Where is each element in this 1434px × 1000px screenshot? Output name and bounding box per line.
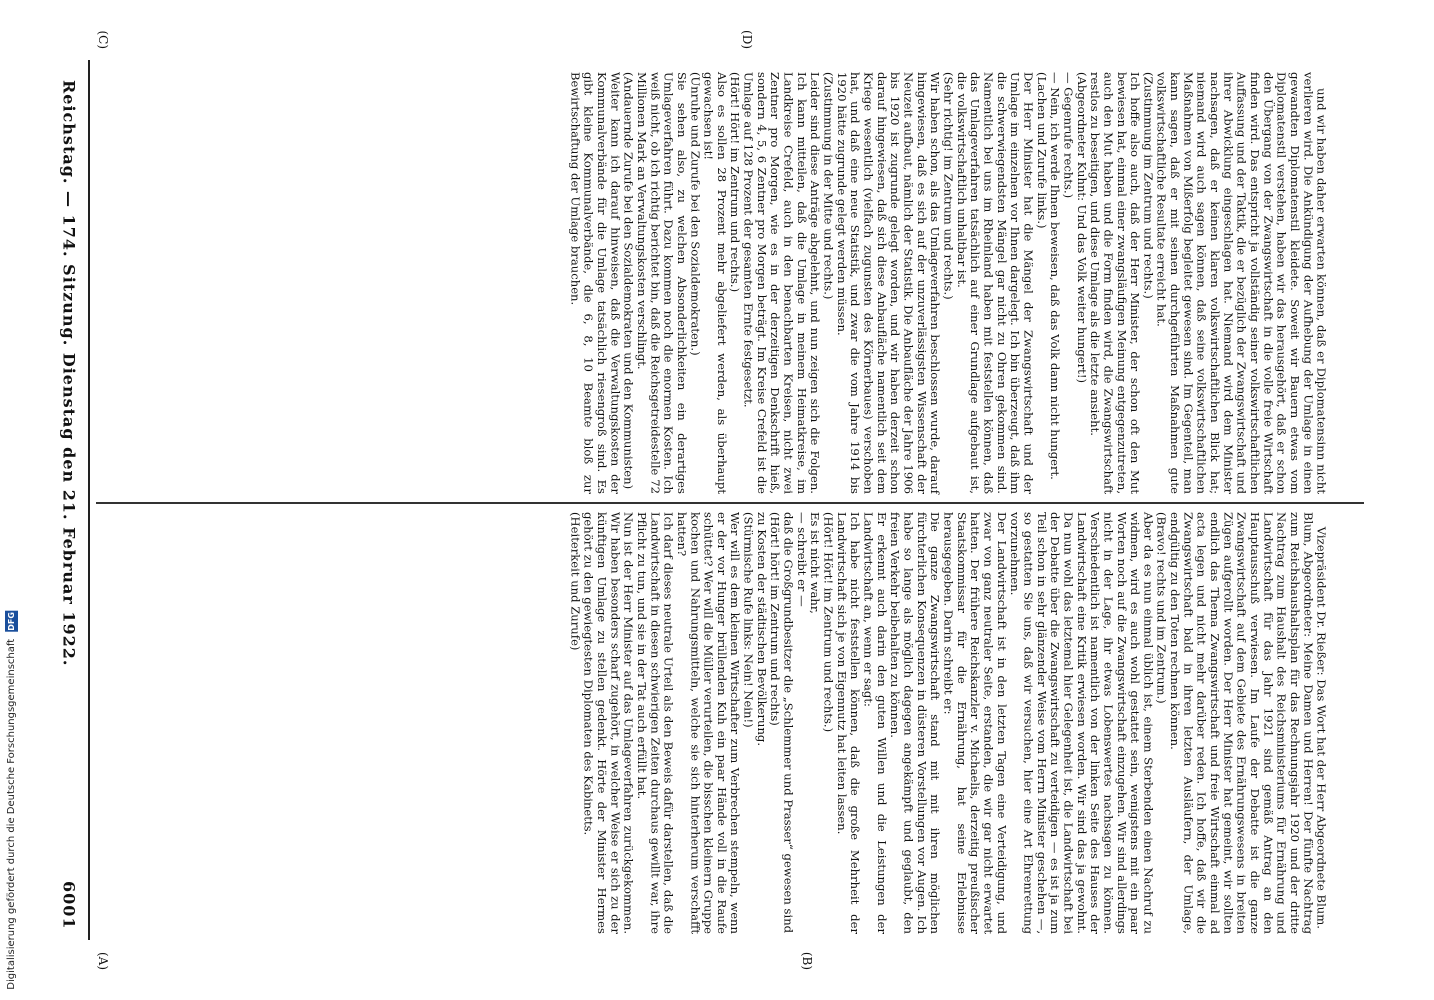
marker-b: (B) <box>800 951 814 970</box>
marker-a: (A) <box>96 951 110 970</box>
marker-c: (C) <box>96 30 110 49</box>
dfg-logo: DFG <box>6 612 16 631</box>
header-rule <box>88 60 90 940</box>
marker-d: (D) <box>740 30 754 49</box>
column-right <box>96 512 1341 934</box>
column-left <box>96 72 1341 494</box>
page-header-title: Reichstag. — 174. Sitzung. Dienstag den 21. Februar 1922. <box>59 80 79 667</box>
column-right-text: Vizepräsident Dr. Rießer: Das Wort hat der Herr Abgeordnete Blum. Blum, Abgeordneter: Meine Damen und Herren! Der fünfte Nachtrag zum Reichshaushaltsplan für das Rechnungsjahr 1920 und der dritte Nachtrag zum Haushalt des Reichsministeriums für Ernährung und Landwirtschaft für das Jahr 1921 sind gemäß Antrag an den Hauptausschuß verwiesen. Im Laufe der Debatte ist die ganze Zwangswirtschaft auf dem Gebiete des Ernährungswesens in breiten Zügen aufgerollt worden. Der Herr Minister hat gemeint, wir sollten endlich das Thema Zwangswirtschaft und freie Wirtschaft einmal ad acta legen und nicht mehr darüber reden. Ich hoffe, daß wir die Zwangswirtschaft bald in ihren letzten Ausläufern, der Umlage, endgültig zu den Toten rechnen können. (Bravo! rechts und im Zentrum.) Aber da es nun einmal üblich ist, einem Sterbenden einen Nachruf zu widmen, wird es auch wohl gestattet sein, wenigstens mit ein paar Worten noch auf die Zwangswirtschaft einzugehen. Wir sind allerdings nicht in der Lage, ihr etwas Lobenswertes nachsagen zu können. Verschiedentlich ist namentlich von der linken Seite des Hauses der Landwirtschaft eine Kritik erwiesen worden. Wir sind das ja gewohnt. Da nun wohl das letztemal hier Gelegenheit ist, die Landwirtschaft bei der Debatte über die Zwangswirtschaft zu verteidigen — es ist ja zum Teil schon in sehr glänzender Weise vom Herrn Minister geschehen —, so gestatten Sie uns, daß wir versuchen, hier eine Art Ehrenrettung vorzunehmen. Der Landwirtschaft ist in den letzten Tagen eine Verteidigung, und zwar von ganz neutraler Seite, erstanden, die wir gar nicht erwartet hatten. Der frühere Reichskanzler v. Michaelis, derzeitig preußischer Staatskommissar für die Ernährung, hat seine Erlebnisse herausgegeben. Darin schreibt er: Die ganze Zwangswirtschaft stand mit mit ihren möglichen fürchterlichen Konsequenzen in düsteren Vorstellungen vor Augen. Ich habe so lange als möglich dagegen angekämpft und geglaubt, den freien Verkehr beibehalten zu können. Er erkennt auch darin den guten Willen und die Leistungen der Landwirtschaft an, wenn er sagt: Ich habe nicht feststellen können, daß die große Mehrheit der Landwirtschaft sich je von Eigennutz hat leiten lassen. (Hört! Hört! im Zentrum und rechts.) Es ist nicht wahr, — schreibt er — daß die Großgrundbesitzer die „Schlemmer und Prasser“ gewesen sind (Hört! hört! im Zentrum und rechts) zu Kosten der städtischen Bevölkerung. (Stürmische Rufe links: Nein! Nein!) Wer will es dem kleinen Wirtschafter zum Verbrechen stempeln, wenn er der vor Hunger brüllenden Kuh ein paar Hände voll in die Raufe schüttet? Wer will die Müller verurteilen, die bisschen kleinern Gruppe kochen und Nahrungsmitteln, welche sie sich hinterherum verschafft hatten? Ich darf dieses neutrale Urteil als den Beweis dafür darstellen, daß die Landwirtschaft in diesen schwierigen Zeiten durchaus gewillt war, ihre Pflicht zu tun, und sie in der Tat auch erfüllt hat. Nun ist der Herr Minister auf das Umlageverfahren zurückgekommen. Wir haben besonders scharf zugehört, in welcher Weise er sich zu der künftigen Umlage zu stellen gedenkt. Hörte der Minister Hermes gehört zu den gewiegtesten Diplomaten des Kabinetts. (Heiterkeit und Zurufe) <box>568 512 1329 934</box>
page-number: 6001 <box>59 881 79 930</box>
column-left-text: und wir haben daher erwarten können, daß er Diplomatensinn nicht verlieren wird. Die Ankündigung der Aufhebung der Umlage in einen gewandten Diplomatenstil kleidete. Soweit wir Bauern etwas vom Diplomatenstil verstehen, haben wir das herausgehört, daß er schon den Übergang von der Zwangswirtschaft in die volle freie Wirtschaft finden wird. Das entspricht ja vollständig seiner volkswirtschaftlichen Auffassung und der Taktik, die er bezüglich der Zwangswirtschaft und ihrer Abwicklung eingeschlagen hat. Niemand wird dem Minister nachsagen, daß er keinen klaren volkswirtschaftlichen Blick hat; niemand wird auch sagen können, daß seine volkswirtschaftlichen Maßnahmen von Mißerfolg begleitet gewesen sind. Im Gegenteil, man kann sagen, daß er mit seinen durchgeführten Maßnahmen gute volkswirtschaftliche Resultate erreicht hat. (Zustimmung im Zentrum und rechts.) Ich hoffe also auch, daß der Herr Minister, der schon oft den Mut bewiesen hat, einmal einer zwangsläufigen Meinung entgegenzutreten, auch den Mut haben und die Form finden wird, die Zwangswirtschaft restlos zu beseitigen, und diese Umlage als die letzte ansieht. (Abgeordneter Kuhnt: Und das Volk weiter hungert!) — Gegenrufe rechts.) — Nein, ich werde Ihnen beweisen, daß das Volk dann nicht hungert. (Lachen und Zurufe links.) Der Herr Minister hat die Mängel der Zwangswirtschaft und der Umlage im einzelnen vor Ihnen dargelegt. Ich bin überzeugt, daß ihm die schwerwiegendsten Mängel gar nicht zu Ohren gekommen sind. Namentlich bei uns im Rheinland haben mit feststellen können, daß das Umlageverfahren tatsächlich auf einer Grundlage aufgebaut ist, die volkswirtschaftlich unhaltbar ist. (Sehr richtig! im Zentrum und rechts.) Wir haben schon, als das Umlageverfahren beschlossen wurde, darauf hingewiesen, daß es sich auf der unzuverlässigsten Wissenschaft der Neuzeit aufbaut, nämlich der Statistik. Die Anbaufläche der Jahre 1906 bis 1920 ist zugrunde gelegt worden, und wir haben derzeit schon darauf hingewiesen, daß sich diese Anbaufläche namentlich seit dem Kriege wesentlich (vielfach zugunsten des Körnerbaues) verschoben hat, und daß eine neue Statistik, und zwar die vom Jahre 1914 bis 1920 hätte zugrunde gelegt werden müssen. (Zustimmung in der Mitte und rechts.) Leider sind diese Anträge abgelehnt, und nun zeigen sich die Folgen. Ich kann mitteilen, daß die Umlage in meinem Heimatkreise, im Landkreise Crefeld, auch in den benachbarten Kreisen, nicht zwei Zentner pro Morgen, wie es in der derzeitigen Denkschrift hieß, sondern 4, 5, 6 Zentner pro Morgen beträgt. Im Kreise Crefeld ist die Umlage auf 128 Prozent der gesamten Ernte festgesetzt. (Hört! Hört! im Zentrum und rechts.) Also es sollen 28 Prozent mehr abgeliefert werden, als überhaupt gewachsen ist! (Unruhe und Zurufe bei den Sozialdemokraten.) Sie sehen also, zu welchen Absonderlichkeiten ein derartiges Umlageverfahren führt. Dazu kommen noch die enormen Kosten. Ich weiß nicht, ob ich richtig berichtet bin, daß die Reichsgetreidestelle 72 Millionen Mark an Verwaltungskosten verschlingt. (Andauernde Zurufe bei den Sozialdemokraten und den Kommunisten) Weiter kann ich darauf hinweisen, daß die Verwaltungskosten der Kommunalverbände für die Umlage tatsächlich riesengroß sind. Es gibt kleine Kommunalverbände, die 6, 8, 10 Beamte bloß zur Bewirtschaftung der Umlage brauchen. <box>568 72 1329 494</box>
page-header <box>56 80 82 930</box>
column-divider <box>96 502 1364 504</box>
funding-notice-text: Digitalisierung gefördert durch die Deutsche Forschungsgemeinschaft <box>5 639 17 990</box>
